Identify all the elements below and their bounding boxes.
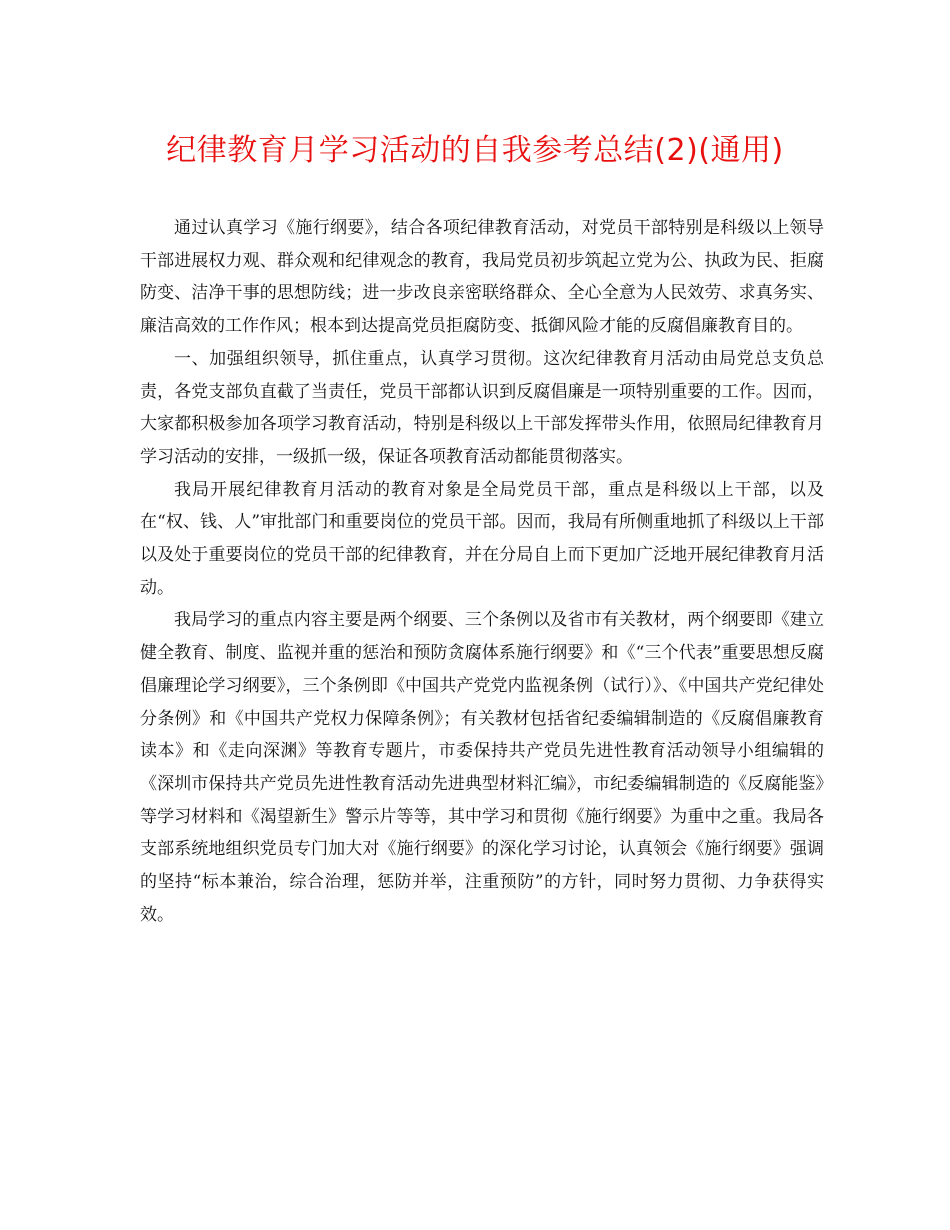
paragraph-study-content: 我局学习的重点内容主要是两个纲要、三个条例以及省市有关教材，两个纲要即《建立健全教育、制度、监视并重的惩治和预防贪腐体系施行纲要》和《“三个代表”重要思想反腐倡廉理论学习纲要》，三个条例即《中国共产党党内监视条例（试行）》、《中国共产党纪律处分条例》和《中国共产党权力保障条例》；有关教材包括省纪委编辑制造的《反腐倡廉教育读本》和《走向深渊》等教育专题片，市委保持共产党员先进性教育活动领导小组编辑的《深圳市保持共产党员先进性教育活动先进典型材料汇编》，市纪委编辑制造的《反腐能鉴》等学习材料和《渴望新生》警示片等等，其中学习和贯彻《施行纲要》为重中之重。我局各支部系统地组织党员专门加大对《施行纲要》的深化学习讨论，认真领会《施行纲要》强调的坚持“标本兼治，综合治理，惩防并举，注重预防”的方针，同时努力贯彻、力争获得实效。 [140, 610, 824, 925]
document-body [140, 212, 824, 931]
paragraph-education-targets: 我局开展纪律教育月活动的教育对象是全局党员干部，重点是科级以上干部，以及在“权、钱、人”审批部门和重要岗位的党员干部。因而，我局有所侧重地抓了科级以上干部以及处于重要岗位的党员干部的纪律教育，并在分局自上而下更加广泛地开展纪律教育月活动。 [140, 479, 824, 598]
paragraph-intro: 通过认真学习《施行纲要》，结合各项纪律教育活动，对党员干部特别是科级以上领导干部进展权力观、群众观和纪律观念的教育，我局党员初步筑起立党为公、执政为民、拒腐防变、洁净干事的思想防线；进一步改良亲密联络群众、全心全意为人民效劳、求真务实、廉洁高效的工作作风；根本到达提高党员拒腐防变、抵御风险才能的反腐倡廉教育目的。 [140, 218, 824, 337]
paragraph-section-one: 一、加强组织领导，抓住重点，认真学习贯彻。这次纪律教育月活动由局党总支负总责，各党支部负直截了当责任，党员干部都认识到反腐倡廉是一项特别重要的工作。因而，大家都积极参加各项学习教育活动，特别是科级以上干部发挥带头作用，依照局纪律教育月学习活动的安排，一级抓一级，保证各项教育活动都能贯彻落实。 [140, 348, 824, 467]
document-title: 纪律教育月学习活动的自我参考总结(2)(通用) [166, 133, 784, 168]
